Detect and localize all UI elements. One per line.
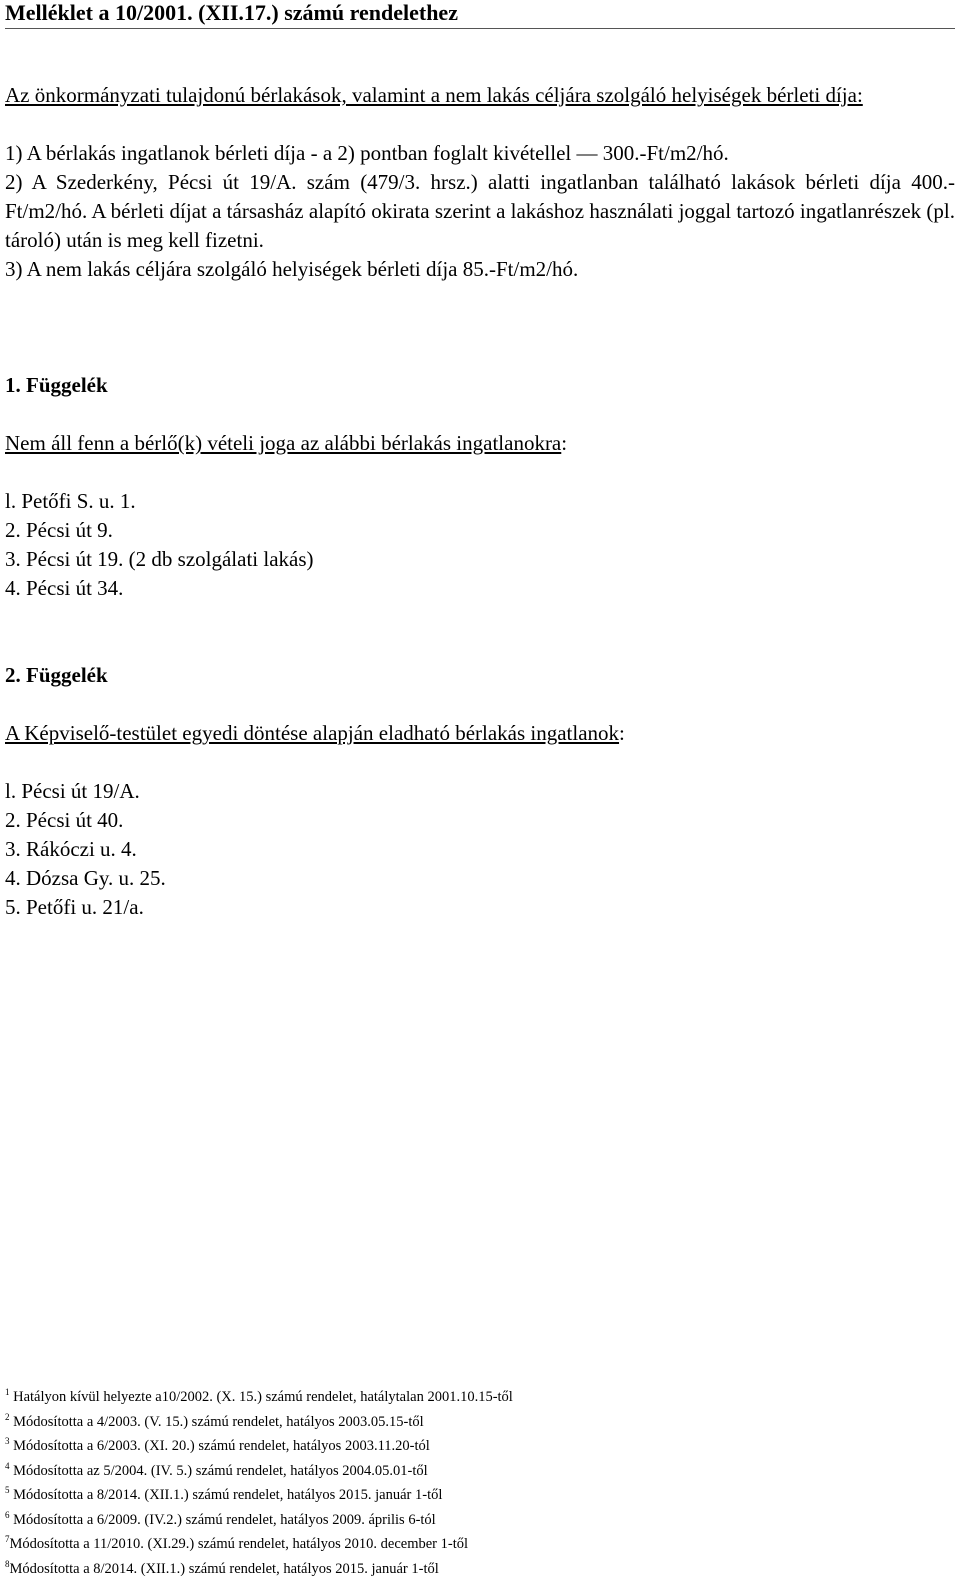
list-item: 2. Pécsi út 9. (5, 516, 955, 545)
document-header: Melléklet a 10/2001. (XII.17.) számú rendelethez (5, 0, 955, 29)
list-item: l. Pécsi út 19/A. (5, 777, 955, 806)
footnote-text: Módosította a 8/2014. (XII.1.) számú rendelet, hatályos 2015. január 1-től (13, 1487, 442, 1503)
list-item: l. Petőfi S. u. 1. (5, 487, 955, 516)
footnote-number: 3 (5, 1436, 10, 1446)
footnote-number: 4 (5, 1461, 10, 1471)
footnote-text: Módosította a 8/2014. (XII.1.) számú rendelet, hatályos 2015. január 1-től (10, 1561, 439, 1577)
appendix-2-subtitle-text: A Képviselő-testület egyedi döntése alapján eladható bérlakás ingatlanok (5, 721, 619, 745)
footnote-number: 5 (5, 1485, 10, 1495)
footnote-number: 7 (5, 1534, 10, 1544)
list-item: 3. Pécsi út 19. (2 db szolgálati lakás) (5, 545, 955, 574)
appendix-1-subtitle (5, 429, 955, 458)
footnote (5, 1383, 513, 1408)
footnote (5, 1530, 513, 1555)
footnote (5, 1506, 513, 1531)
list-item: 3. Rákóczi u. 4. (5, 835, 955, 864)
paragraph-3: 3) A nem lakás céljára szolgáló helyiségek bérleti díja 85.-Ft/m2/hó. (5, 255, 955, 284)
footnote-text: Hatályon kívül helyezte a10/2002. (X. 15.) számú rendelet, hatálytalan 2001.10.15-től (13, 1389, 513, 1405)
footnote-text: Módosította a 6/2003. (XI. 20.) számú rendelet, hatályos 2003.11.20-tól (13, 1438, 430, 1454)
list-item: 4. Pécsi út 34. (5, 574, 955, 603)
footnote (5, 1481, 513, 1506)
list-item: 5. Petőfi u. 21/a. (5, 893, 955, 922)
footnote (5, 1555, 513, 1579)
footnote-number: 2 (5, 1412, 10, 1422)
document-page (5, 0, 955, 922)
list-item: 2. Pécsi út 40. (5, 806, 955, 835)
footnote-text: Módosította a 11/2010. (XI.29.) számú rendelet, hatályos 2010. december 1-től (10, 1536, 469, 1552)
footnote (5, 1457, 513, 1482)
appendix-2-title: 2. Függelék (5, 661, 955, 690)
footnote-number: 8 (5, 1559, 10, 1569)
footnote-text: Módosította a 6/2009. (IV.2.) számú rendelet, hatályos 2009. április 6-tól (13, 1512, 436, 1528)
appendix-1-title: 1. Függelék (5, 371, 955, 400)
footnote-text: Módosította a 4/2003. (V. 15.) számú rendelet, hatályos 2003.05.15-től (13, 1414, 424, 1430)
intro-title: Az önkormányzati tulajdonú bérlakások, valamint a nem lakás céljára szolgáló helyiségek bérleti díja: (5, 81, 955, 110)
footnotes (5, 1383, 513, 1579)
footnote (5, 1408, 513, 1433)
appendix-1-subtitle-colon: : (561, 431, 567, 455)
paragraph-2: 2) A Szederkény, Pécsi út 19/A. szám (479/3. hrsz.) alatti ingatlanban található lakások bérleti díja 400.-Ft/m2/hó. A bérleti díjat a társasház alapító okirata szerint a lakáshoz használati joggal tartozó ingatlanrészek (pl. tároló) után is meg kell fizetni. (5, 168, 955, 255)
appendix-1-subtitle-text: Nem áll fenn a bérlő(k) vételi joga az alábbi bérlakás ingatlanokra (5, 431, 561, 455)
appendix-2-list (5, 777, 955, 922)
footnote (5, 1432, 513, 1457)
footnote-number: 1 (5, 1387, 10, 1397)
appendix-1-list (5, 487, 955, 603)
footnote-number: 6 (5, 1510, 10, 1520)
appendix-2-subtitle (5, 719, 955, 748)
paragraph-1: 1) A bérlakás ingatlanok bérleti díja - a 2) pontban foglalt kivétellel — 300.-Ft/m2/hó. (5, 139, 955, 168)
footnote-text: Módosította az 5/2004. (IV. 5.) számú rendelet, hatályos 2004.05.01-től (13, 1463, 428, 1479)
appendix-2-subtitle-colon: : (619, 721, 625, 745)
list-item: 4. Dózsa Gy. u. 25. (5, 864, 955, 893)
